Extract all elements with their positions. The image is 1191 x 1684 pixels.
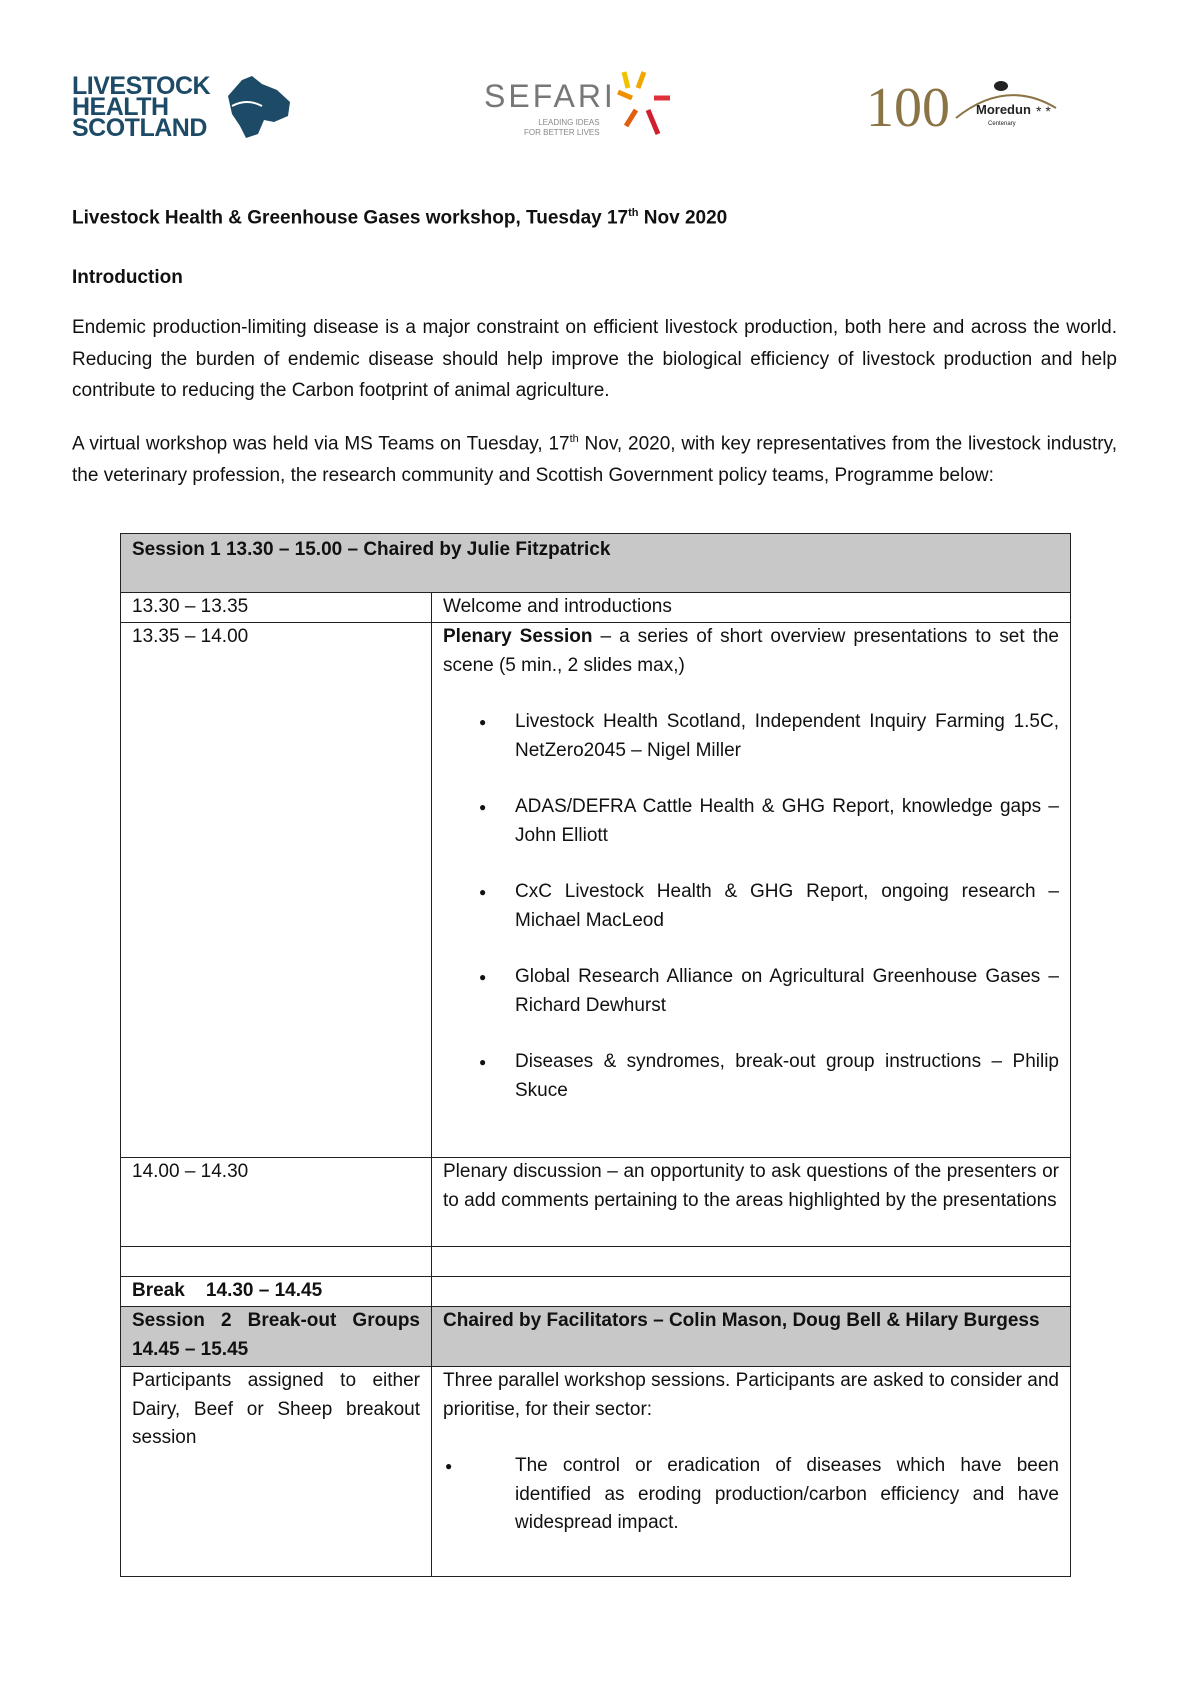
list-item: ● The control or eradication of diseases which have been identified as eroding production/carbon efficiency and have widespread impact. [443, 1452, 1059, 1538]
session2-header-row: Session 2 Break-out Groups 14.45 – 15.45 Chaired by Facilitators – Colin Mason, Doug Bell & Hilary Burgess [121, 1307, 1071, 1367]
presentation-list [443, 708, 1059, 1105]
moredun-centenary-logo [866, 78, 1076, 138]
list-item: ● Livestock Health Scotland, Independent Inquiry Farming 1.5C, NetZero2045 – Nigel Miller [443, 708, 1059, 765]
list-item: ● ADAS/DEFRA Cattle Health & GHG Report, knowledge gaps – John Elliott [443, 793, 1059, 850]
workshop-paragraph: A virtual workshop was held via MS Teams on Tuesday, 17th Nov, 2020, with key representatives from the livestock industry, the veterinary profession, the research community and Scottish Government policy teams, Programme below: [72, 433, 1117, 486]
table-row: Participants assigned to either Dairy, Beef or Sheep breakout session Three parallel workshop sessions. Participants are asked to consider and prioritise, for their sector: ● The control or eradication of diseases which have been identified as eroding production/carbon efficiency and have widespread impact. [121, 1367, 1071, 1577]
list-item: ● Diseases & syndromes, break-out group instructions – Philip Skuce [443, 1048, 1059, 1105]
document-title: Livestock Health & Greenhouse Gases workshop, Tuesday 17th Nov 2020 [72, 207, 728, 229]
sefari-logo: SEFARI LEADING IDEAS FOR BETTER LIVES [484, 70, 684, 142]
livestock-health-scotland-logo: LIVESTOCK HEALTH SCOTLAND [72, 76, 292, 140]
table-row: 13.30 – 13.35 Welcome and introductions [121, 593, 1071, 623]
programme-table [120, 533, 1071, 1577]
intro-paragraph: Endemic production-limiting disease is a major constraint on efficient livestock production, both here and across the world. Reducing the burden of endemic disease should help improve the biological efficiency of livestock production and help contribute to reducing the Carbon footprint of animal agriculture. [72, 317, 1117, 401]
svg-text:100: 100 [866, 78, 950, 138]
empty-row [121, 1247, 1071, 1277]
break-row: Break 14.30 – 14.45 [121, 1277, 1071, 1307]
svg-text:Centenary: Centenary [988, 121, 1016, 127]
svg-text:Moredun: Moredun [976, 102, 1031, 117]
svg-text:* *: * * [1036, 103, 1051, 119]
table-row: 13.35 – 14.00 Plenary Session – a series of short overview presentations to set the scene (5 min., 2 slides max,) ● Livestock Health Scotland, Independent Inquiry Farming 1.5C, NetZero2045 – Nigel Miller ● ADAS/DEFRA Cattle Health & GHG Report, knowledge gaps – John Elliott ● CxC Livestock Health & GHG Report, ongoing research – Michael MacLeod ● Global Research Alliance on Agricultural Greenhouse Gases – Richard Dewhurst ● Diseases & syndromes, break-out group instructions – Philip Skuce [121, 623, 1071, 1158]
intro-heading: Introduction [72, 267, 183, 288]
session1-header-row: Session 1 13.30 – 15.00 – Chaired by Julie Fitzpatrick [121, 534, 1071, 593]
table-row: 14.00 – 14.30 Plenary discussion – an opportunity to ask questions of the presenters or to add comments pertaining to the areas highlighted by the presentations [121, 1158, 1071, 1247]
list-item: ● CxC Livestock Health & GHG Report, ongoing research – Michael MacLeod [443, 878, 1059, 935]
list-item: ● Global Research Alliance on Agricultural Greenhouse Gases – Richard Dewhurst [443, 963, 1059, 1020]
plenary-desc: Plenary Session – a series of short overview presentations to set the scene (5 min., 2 slides max,) [443, 626, 1059, 676]
